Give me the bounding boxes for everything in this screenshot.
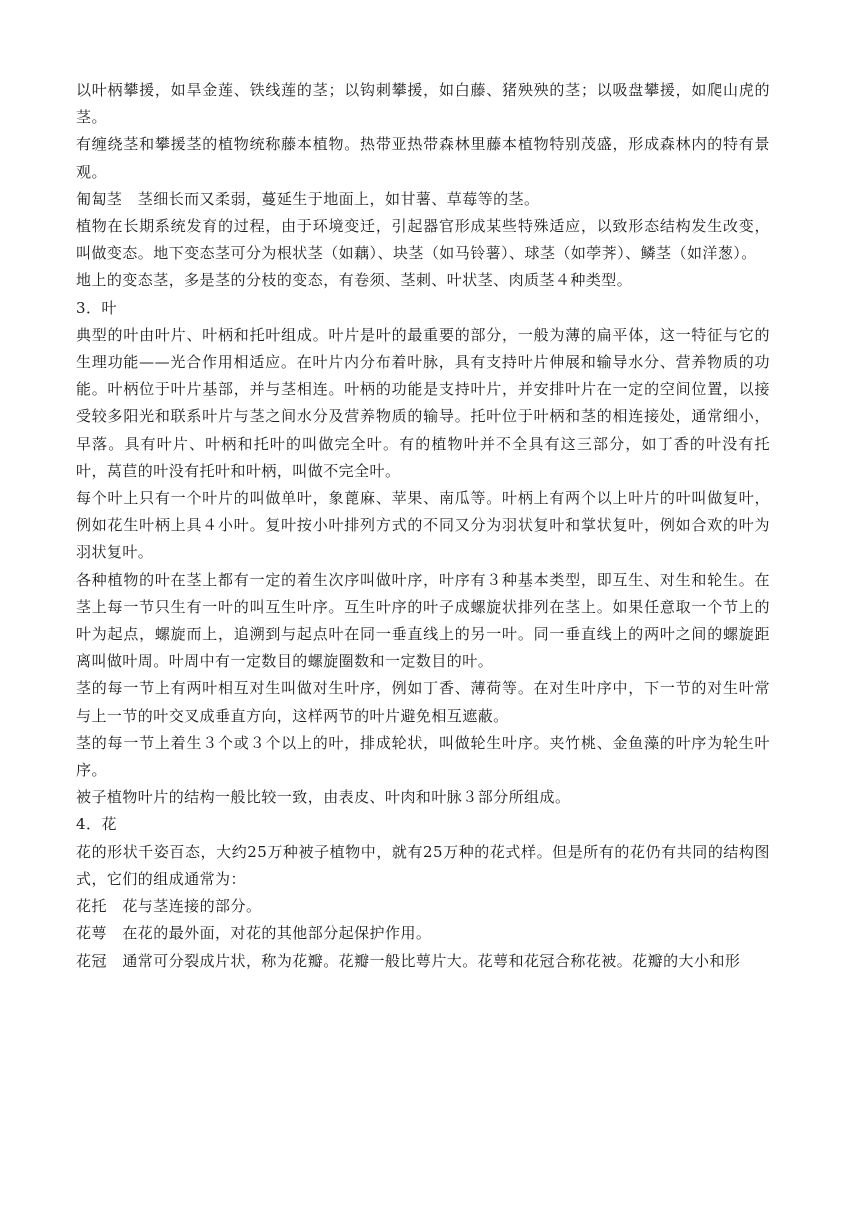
paragraph: 茎的每一节上着生３个或３个以上的叶，排成轮状，叫做轮生叶序。夹竹桃、金鱼藻的叶序为轮生叶序。 <box>76 733 770 780</box>
paragraph: 地上的变态茎，多是茎的分枝的变态，有卷须、茎刺、叶状茎、肉质茎４种类型。 <box>76 271 633 290</box>
paragraph: 植物在长期系统发育的过程，由于环境变迁，引起器官形成某些特殊适应，以致形态结构发生改变，叫做变态。地下变态茎可分为根状茎（如藕）、块茎（如马铃薯）、球茎（如荸荠）、鳞茎（如洋葱）。 <box>76 217 770 263</box>
paragraph: 以叶柄攀援，如旱金莲、铁线莲的茎；以钩刺攀援，如白藤、猪殃殃的茎；以吸盘攀援，如爬山虎的茎。 <box>76 81 770 127</box>
paragraph: 花托 花与茎连接的部分。 <box>76 897 262 916</box>
paragraph: 被子植物叶片的结构一般比较一致，由表皮、叶肉和叶脉３部分所组成。 <box>76 788 571 807</box>
paragraph: 匍匐茎 茎细长而又柔弱，蔓延生于地面上，如甘薯、草莓等的茎。 <box>76 189 540 208</box>
section-heading: 3．叶 <box>76 298 117 317</box>
paragraph: 茎的每一节上有两叶相互对生叫做对生叶序，例如丁香、薄荷等。在对生叶序中，下一节的对生叶常与上一节的叶交叉成垂直方向，这样两节的叶片避免相互遮蔽。 <box>76 679 770 725</box>
paragraph: 花的形状千姿百态，大约25万种被子植物中，就有25万种的花式样。但是所有的花仍有共同的结构图式，它们的组成通常为： <box>76 842 770 888</box>
document-body <box>76 77 770 975</box>
paragraph: 每个叶上只有一个叶片的叫做单叶，象蓖麻、苹果、南瓜等。叶柄上有两个以上叶片的叶叫做复叶，例如花生叶柄上具４小叶。复叶按小叶排列方式的不同又分为羽状复叶和掌状复叶，例如合欢的叶为羽状复叶。 <box>76 489 770 562</box>
paragraph: 花冠 通常可分裂成片状，称为花瓣。花瓣一般比萼片大。花萼和花冠合称花被。花瓣的大小和形 <box>76 951 741 970</box>
paragraph: 花萼 在花的最外面，对花的其他部分起保护作用。 <box>76 924 432 943</box>
paragraph: 典型的叶由叶片、叶柄和托叶组成。叶片是叶的最重要的部分，一般为薄的扁平体，这一特征与它的生理功能——光合作用相适应。在叶片内分布着叶脉，具有支持叶片伸展和输导水分、营养物质的功能。叶柄位于叶片基部，并与茎相连。叶柄的功能是支持叶片，并安排叶片在一定的空间位置，以接受较多阳光和联系叶片与茎之间水分及营养物质的输导。托叶位于叶柄和茎的相连接处，通常细小，早落。具有叶片、叶柄和托叶的叫做完全叶。有的植物叶并不全具有这三部分，如丁香的叶没有托叶，莴苣的叶没有托叶和叶柄，叫做不完全叶。 <box>76 325 770 480</box>
paragraph: 各种植物的叶在茎上都有一定的着生次序叫做叶序，叶序有３种基本类型，即互生、对生和轮生。在茎上每一节只生有一叶的叫互生叶序。互生叶序的叶子成螺旋状排列在茎上。如果任意取一个节上的叶为起点，螺旋而上，追溯到与起点叶在同一垂直线上的另一叶。同一垂直线上的两叶之间的螺旋距离叫做叶周。叶周中有一定数目的螺旋圈数和一定数目的叶。 <box>76 570 770 671</box>
section-heading: 4．花 <box>76 815 117 834</box>
paragraph: 有缠绕茎和攀援茎的植物统称藤本植物。热带亚热带森林里藤本植物特别茂盛，形成森林内的特有景观。 <box>76 135 770 181</box>
